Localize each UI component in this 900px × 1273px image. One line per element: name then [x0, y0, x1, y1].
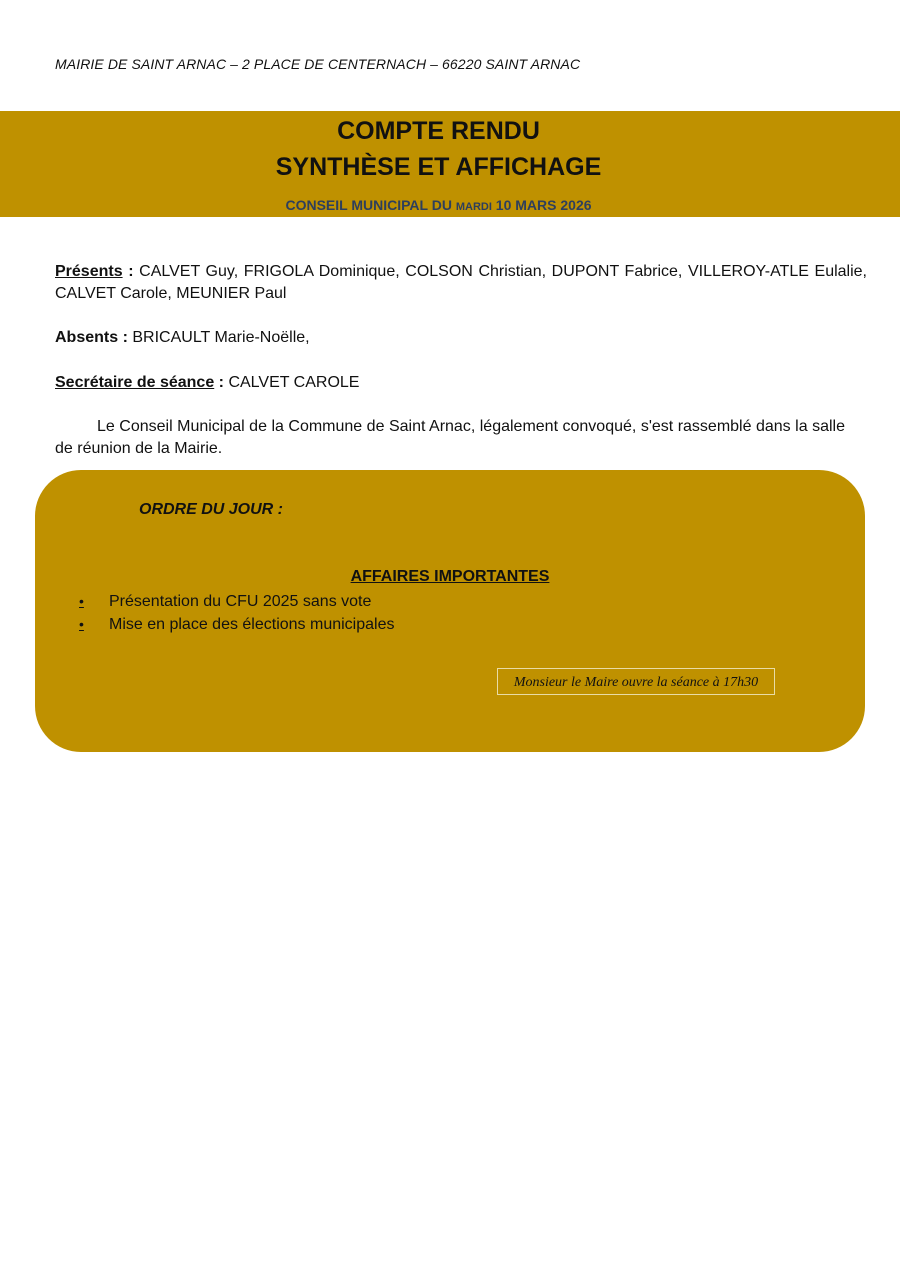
affaires-title: AFFAIRES IMPORTANTES [350, 568, 550, 585]
meeting-date: 10 MARS 2026 [495, 197, 592, 213]
secretaire-label: Secrétaire de séance [55, 374, 215, 391]
bullet-icon: • [79, 593, 84, 609]
meeting-date-line [0, 197, 877, 213]
presents-colon: : [128, 263, 134, 280]
presents-label: Présents [55, 263, 123, 280]
title-band [0, 111, 900, 217]
secretaire-name: CALVET CAROLE [228, 374, 360, 391]
agenda-item-label: Mise en place des élections municipales [109, 616, 395, 633]
seance-opening-note: Monsieur le Maire ouvre la séance à 17h30 [497, 668, 775, 695]
intro-paragraph: Le Conseil Municipal de la Commune de Saint Arnac, légalement convoqué, s'est rassemblé dans la salle de réunion de la Mairie. [55, 418, 845, 457]
agenda-title: ORDRE DU JOUR : [139, 501, 284, 518]
agenda-box [35, 470, 865, 752]
absents-list: BRICAULT Marie-Noëlle, [132, 329, 310, 346]
secretaire-paragraph [55, 372, 867, 394]
agenda-item-label: Présentation du CFU 2025 sans vote [109, 593, 372, 610]
agenda-list [79, 590, 394, 636]
agenda-item [79, 590, 394, 613]
document-subtitle: SYNTHÈSE ET AFFICHAGE [275, 153, 602, 181]
mairie-address: MAIRIE DE SAINT ARNAC – 2 PLACE DE CENTERNACH – 66220 SAINT ARNAC [55, 56, 581, 72]
document-title: COMPTE RENDU [337, 117, 540, 145]
meeting-day: MARDI [455, 201, 492, 213]
meeting-label: CONSEIL MUNICIPAL DU [285, 197, 452, 213]
secretaire-colon: : [218, 374, 224, 391]
presents-paragraph [55, 261, 867, 305]
absents-label: Absents : [55, 329, 128, 346]
bullet-icon: • [79, 616, 84, 632]
absents-paragraph [55, 327, 867, 349]
presents-list: CALVET Guy, FRIGOLA Dominique, COLSON Christian, DUPONT Fabrice, VILLEROY-ATLE Eulalie, CALVET Carole, MEUNIER Paul [55, 263, 867, 302]
agenda-item [79, 613, 394, 636]
